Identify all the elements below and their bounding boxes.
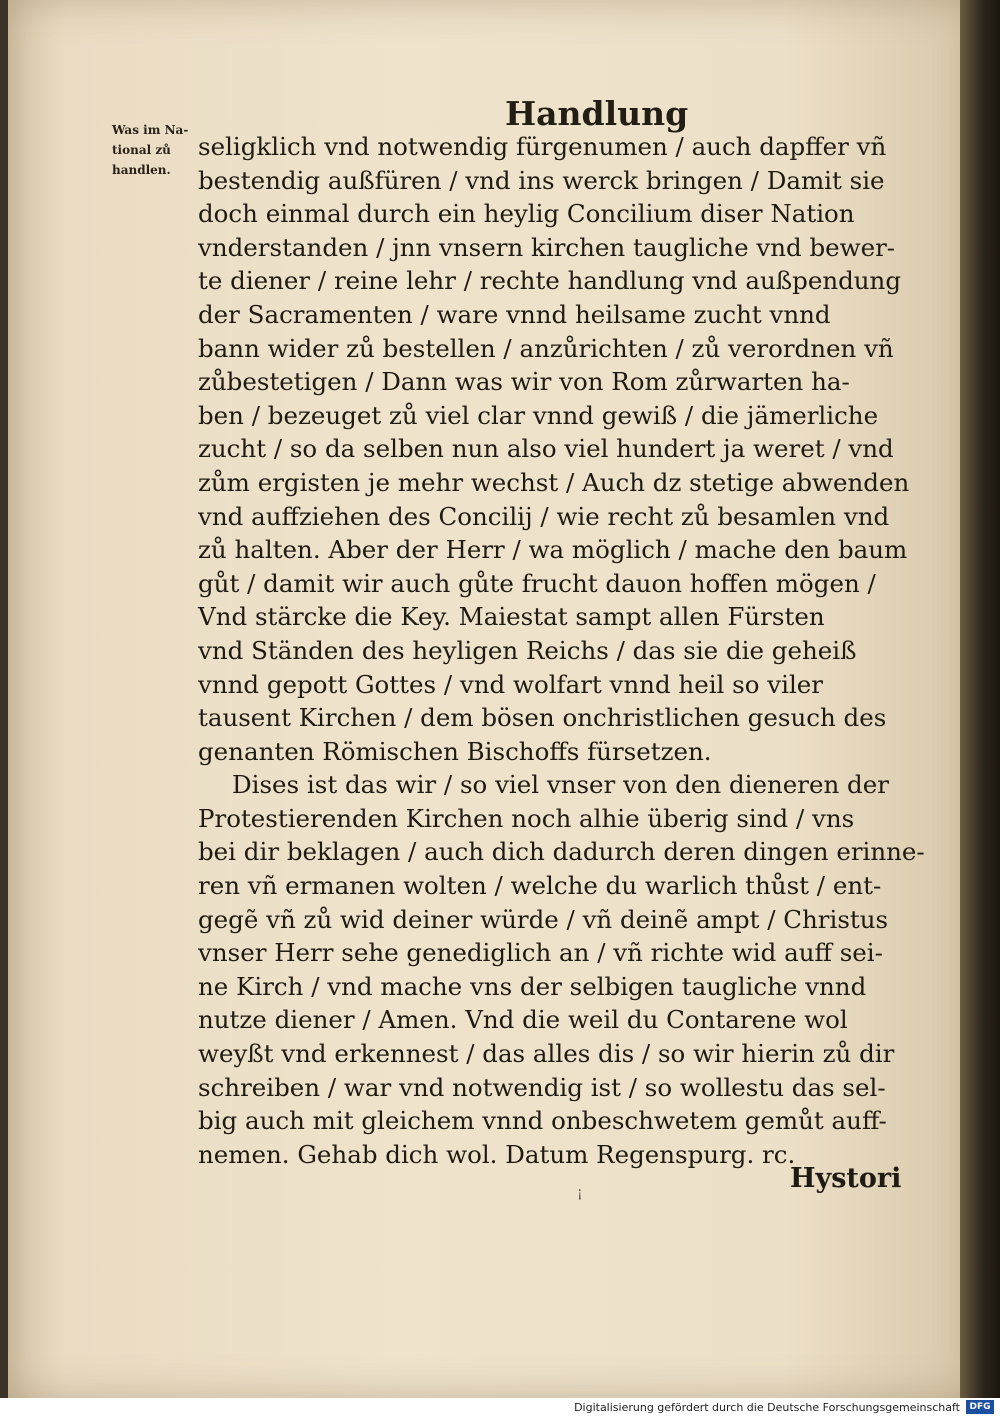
text-line: bann wider zů bestellen / anzůrichten / zů verordnen vñ bbox=[198, 333, 894, 363]
text-line: bei dir beklagen / auch dich dadurch deren dingen erinne- bbox=[198, 837, 925, 867]
text-line: gegẽ vñ zů wid deiner würde / vñ deinẽ ampt / Christus bbox=[198, 904, 889, 934]
text-line: te diener / reine lehr / rechte handlung vnd außpendung bbox=[198, 266, 902, 296]
text-line: bestendig außfüren / vnd ins werck bringen / Damit sie bbox=[198, 165, 885, 195]
marginal-note-line: handlen. bbox=[112, 163, 171, 177]
footer-bar bbox=[0, 1398, 1000, 1418]
text-line: genanten Römischen Bischoffs fürsetzen. bbox=[198, 736, 712, 766]
text-line: ben / bezeuget zů viel clar vnnd gewiß / die jämerliche bbox=[198, 400, 879, 430]
text-line: zucht / so da selben nun also viel hundert ja weret / vnd bbox=[198, 434, 894, 464]
text-line: vnd auffziehen des Concilij / wie recht zů besamlen vnd bbox=[198, 501, 890, 531]
stray-mark: ¡ bbox=[577, 1185, 583, 1201]
text-line: big auch mit gleichem vnnd onbeschwetem gemůt auff- bbox=[198, 1106, 887, 1136]
text-line: zům ergisten je mehr wechst / Auch dz stetige abwenden bbox=[198, 467, 910, 497]
text-line: vnderstanden / jnn vnsern kirchen taugliche vnd bewer- bbox=[198, 232, 896, 262]
text-line: ren vñ ermanen wolten / welche du warlich thůst / ent- bbox=[198, 871, 882, 901]
catchword: Hystori bbox=[790, 1163, 902, 1194]
text-line: nutze diener / Amen. Vnd die weil du Contarene wol bbox=[198, 1005, 848, 1035]
marginal-note bbox=[112, 120, 212, 180]
running-title: Handlung bbox=[505, 94, 689, 133]
text-line: vnnd gepott Gottes / vnd wolfart vnnd heil so viler bbox=[198, 669, 823, 699]
text-line: nemen. Gehab dich wol. Datum Regenspurg. rc. bbox=[198, 1139, 796, 1169]
text-line: Protestierenden Kirchen noch alhie überig sind / vns bbox=[198, 803, 855, 833]
text-line: zů halten. Aber der Herr / wa möglich / mache den baum bbox=[198, 535, 908, 565]
marginal-note-line: tional zů bbox=[112, 143, 171, 157]
text-line: Vnd stärcke die Key. Maiestat sampt allen Fürsten bbox=[198, 602, 825, 632]
text-line: zůbestetigen / Dann was wir von Rom zůrwarten ha- bbox=[198, 367, 850, 397]
text-line: gůt / damit wir auch gůte frucht dauon hoffen mögen / bbox=[198, 568, 876, 598]
text-line: der Sacramenten / ware vnnd heilsame zucht vnnd bbox=[198, 299, 831, 329]
marginal-note-line: Was im Na- bbox=[112, 123, 189, 137]
text-line: vnd Ständen des heyligen Reichs / das sie die geheiß bbox=[198, 635, 857, 665]
text-line: weyßt vnd erkennest / das alles dis / so wir hierin zů dir bbox=[198, 1039, 895, 1069]
text-line: ne Kirch / vnd mache vns der selbigen taugliche vnnd bbox=[198, 971, 867, 1001]
text-line: tausent Kirchen / dem bösen onchristlichen gesuch des bbox=[198, 703, 887, 733]
body-text bbox=[198, 130, 925, 1171]
text-line: seligklich vnd notwendig fürgenumen / auch dapffer vñ bbox=[198, 132, 887, 161]
text-line: doch einmal durch ein heylig Concilium diser Nation bbox=[198, 199, 855, 229]
funding-credit: Digitalisierung gefördert durch die Deutsche Forschungsgemeinschaft bbox=[574, 1401, 960, 1414]
text-line: vnser Herr sehe genediglich an / vñ richte wid auff sei- bbox=[198, 938, 883, 968]
book-spine-edge bbox=[960, 0, 1000, 1398]
text-line: schreiben / war vnd notwendig ist / so wollestu das sel- bbox=[198, 1072, 886, 1102]
text-line: Dises ist das wir / so viel vnser von den dieneren der bbox=[232, 770, 889, 800]
dfg-logo: DFG bbox=[966, 1400, 994, 1414]
